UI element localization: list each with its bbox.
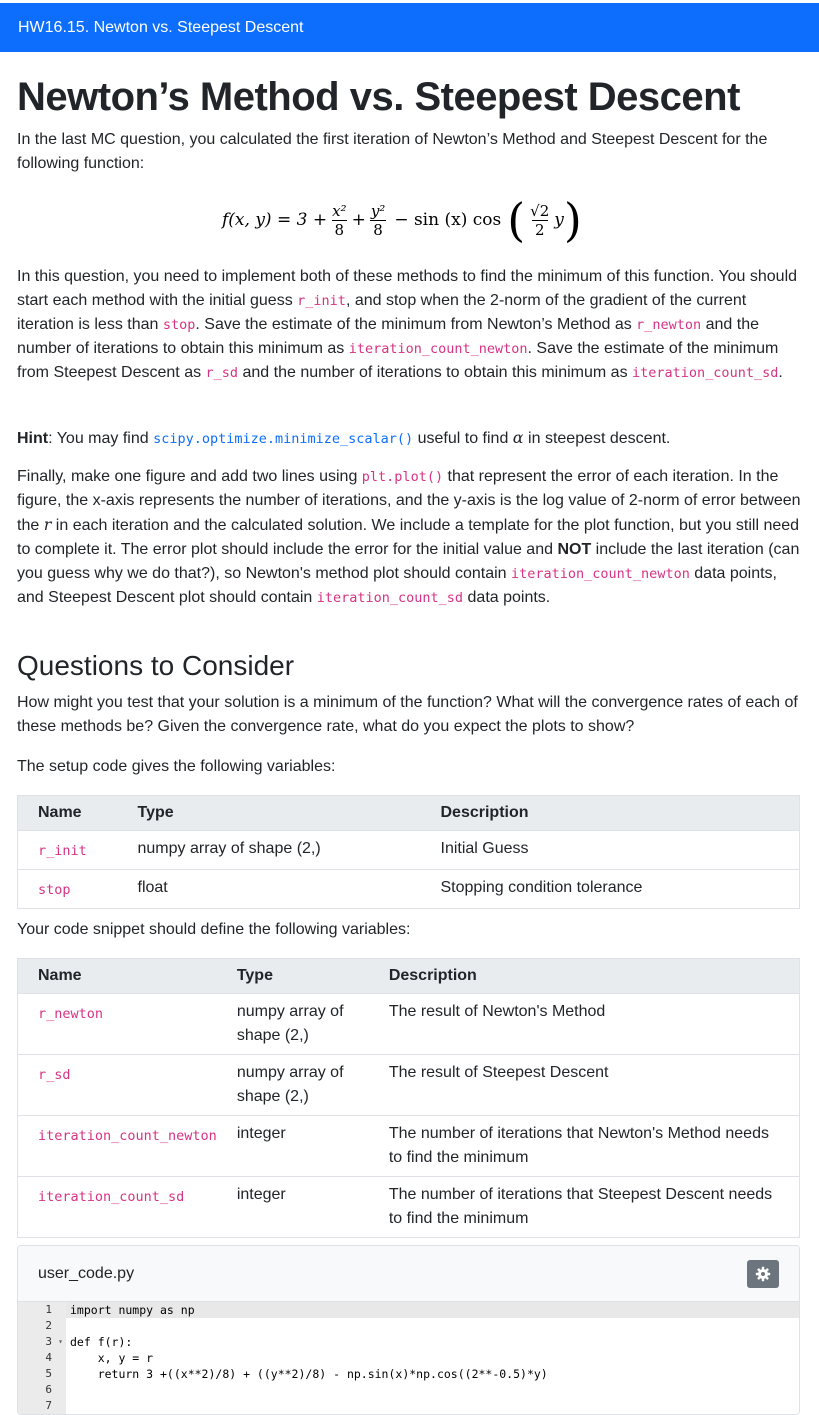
formula-plus: + bbox=[351, 210, 366, 230]
setup-intro: The setup code gives the following variables: bbox=[17, 758, 336, 775]
code-iteration-count-newton-2: iteration_count_newton bbox=[511, 566, 690, 582]
setup-variables-table bbox=[17, 795, 800, 909]
line-number: 4 bbox=[45, 1351, 52, 1364]
frac-x-den: 8 bbox=[332, 220, 348, 239]
code-line[interactable] bbox=[70, 1398, 799, 1414]
var-description: Stopping condition tolerance bbox=[421, 870, 800, 909]
page-title: Newton’s Method vs. Steepest Descent bbox=[17, 75, 740, 119]
editor-settings-button[interactable] bbox=[747, 1260, 779, 1288]
code-plt-plot: plt.plot() bbox=[361, 469, 444, 485]
gear-icon bbox=[755, 1266, 771, 1282]
code-line[interactable] bbox=[70, 1318, 799, 1334]
line-number: 7 bbox=[45, 1399, 52, 1412]
code-line[interactable]: def f(r): bbox=[70, 1335, 133, 1349]
main-content bbox=[17, 70, 801, 176]
right-paren: ) bbox=[563, 193, 582, 247]
intro-text: In the last MC question, you calculated the first iteration of Newton’s Method and Steepest Descent for the following function: bbox=[17, 131, 768, 172]
code-stop: stop bbox=[162, 317, 196, 333]
var-description: The number of iterations that Newton's Method needs to find the minimum bbox=[369, 1116, 800, 1177]
code-lines[interactable] bbox=[70, 1302, 799, 1414]
formula-trig: − sin (x) cos bbox=[394, 210, 502, 230]
col-header-description: Description bbox=[421, 796, 800, 831]
questions-text: How might you test that your solution is a minimum of the function? What will the convergence rates of each of these methods be? Given the convergence rate, what do you expect the plots to show? bbox=[17, 694, 798, 735]
col-header-description: Description bbox=[369, 959, 800, 994]
define-intro: Your code snippet should define the following variables: bbox=[17, 921, 411, 938]
code-line[interactable] bbox=[70, 1382, 799, 1398]
left-paren: ( bbox=[507, 193, 526, 247]
var-type: float bbox=[118, 870, 421, 909]
code-r-sd: r_sd bbox=[205, 365, 239, 381]
line-number: 1 bbox=[45, 1303, 52, 1316]
table-row bbox=[18, 831, 800, 870]
frac-y-num: y² bbox=[370, 201, 386, 220]
fold-arrow-icon[interactable]: ▾ bbox=[58, 1337, 63, 1346]
code-editor[interactable] bbox=[18, 1302, 799, 1415]
formula-lhs: f(x, y) = 3 + bbox=[222, 210, 328, 230]
not-emphasis: NOT bbox=[557, 541, 592, 558]
var-description: The result of Steepest Descent bbox=[369, 1055, 800, 1116]
col-header-type: Type bbox=[217, 959, 369, 994]
frac-root-den: 2 bbox=[532, 220, 548, 239]
line-number-gutter bbox=[18, 1302, 66, 1415]
define-variables-table bbox=[17, 958, 800, 1238]
var-name: iteration_count_newton bbox=[18, 1116, 217, 1177]
page-header bbox=[0, 3, 819, 52]
code-r-init: r_init bbox=[297, 293, 346, 309]
frac-x-num: x² bbox=[332, 201, 347, 220]
editor-filename: user_code.py bbox=[38, 1265, 135, 1282]
hint-paragraph: Hint: You may find scipy.optimize.minimize_scalar() useful to find α in steepest descent. bbox=[17, 428, 671, 447]
code-r-newton: r_newton bbox=[636, 317, 702, 333]
col-header-name: Name bbox=[18, 796, 118, 831]
var-type: integer bbox=[217, 1177, 369, 1238]
var-description: The result of Newton's Method bbox=[369, 994, 800, 1055]
var-name: iteration_count_sd bbox=[18, 1177, 217, 1238]
plot-paragraph: Finally, make one figure and add two lines using plt.plot() that represent the error of each iteration. In the figure, the x-axis represents the number of iterations, and the y-axis is the log value of 2-norm of error between the r in each iteration and the calculated solution. We include a template for the plot function, but you still need to complete it. The error plot should include the error for the initial value and NOT include the last iteration (can you guess why we do that?), so Newton's method plot should contain iteration_count_newton data points, and Steepest Descent plot should contain iteration_count_sd data points. bbox=[17, 468, 801, 606]
col-header-type: Type bbox=[118, 796, 421, 831]
formula-inner-var: y bbox=[554, 210, 564, 230]
line-number: 2 bbox=[45, 1319, 52, 1332]
var-type: numpy array of shape (2,) bbox=[217, 1055, 369, 1116]
var-name: stop bbox=[18, 870, 118, 909]
code-iteration-count-sd: iteration_count_sd bbox=[632, 365, 779, 381]
formula-frac-y bbox=[369, 202, 388, 239]
code-line[interactable]: x, y = r bbox=[70, 1351, 154, 1365]
table-row bbox=[18, 870, 800, 909]
alpha-symbol: α bbox=[512, 428, 524, 447]
line-number: 6 bbox=[45, 1383, 52, 1396]
formula bbox=[222, 192, 582, 248]
col-header-name: Name bbox=[18, 959, 217, 994]
var-name: r_init bbox=[18, 831, 118, 870]
code-iteration-count-newton: iteration_count_newton bbox=[348, 341, 528, 357]
header-title: HW16.15. Newton vs. Steepest Descent bbox=[18, 19, 304, 36]
table-row bbox=[18, 1177, 800, 1238]
var-name: r_sd bbox=[18, 1055, 217, 1116]
questions-heading: Questions to Consider bbox=[17, 650, 295, 681]
formula-frac-root bbox=[528, 202, 551, 239]
var-type: numpy array of shape (2,) bbox=[217, 994, 369, 1055]
line-number: 3 ▾ bbox=[45, 1335, 63, 1348]
code-line[interactable]: return 3 +((x**2)/8) + ((y**2)/8) - np.sin(x)*np.cos((2**-0.5)*y) bbox=[70, 1367, 548, 1381]
code-editor-card bbox=[17, 1245, 800, 1415]
frac-root-num: √2 bbox=[530, 201, 550, 220]
var-description: The number of iterations that Steepest Descent needs to find the minimum bbox=[369, 1177, 800, 1238]
var-description: Initial Guess bbox=[421, 831, 800, 870]
table-row bbox=[18, 994, 800, 1055]
table-row bbox=[18, 1116, 800, 1177]
hint-label: Hint bbox=[17, 430, 49, 447]
code-line[interactable]: import numpy as np bbox=[66, 1302, 799, 1318]
r-symbol: r bbox=[43, 515, 52, 534]
editor-header bbox=[18, 1246, 799, 1302]
var-name: r_newton bbox=[18, 994, 217, 1055]
line-number: 5 bbox=[45, 1367, 52, 1380]
var-type: numpy array of shape (2,) bbox=[118, 831, 421, 870]
var-type: integer bbox=[217, 1116, 369, 1177]
frac-y-den: 8 bbox=[370, 220, 386, 239]
code-iteration-count-sd-2: iteration_count_sd bbox=[316, 590, 464, 606]
code-minimize-scalar: scipy.optimize.minimize_scalar() bbox=[153, 431, 414, 447]
table-row bbox=[18, 1055, 800, 1116]
table-header-row bbox=[18, 796, 800, 831]
table-header-row bbox=[18, 959, 800, 994]
formula-frac-x bbox=[330, 202, 348, 239]
instructions-paragraph: In this question, you need to implement both of these methods to find the minimum of this function. You should start each method with the initial guess r_init, and stop when the 2-norm of the gradient of the current iteration is less than stop. Save the estimate of the minimum from Newton’s Method as r_newton and the number of iterations to obtain this minimum as iteration_count_newton. Save the estimate of the minimum from Steepest Descent as r_sd and the number of iterations to obtain this minimum as iteration_count_sd. bbox=[17, 268, 798, 381]
